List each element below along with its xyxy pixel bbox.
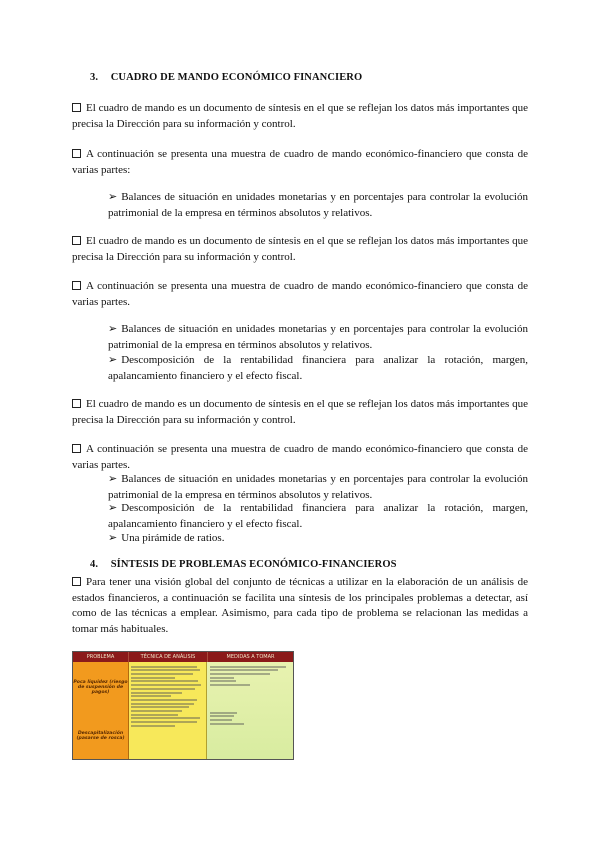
section-3-heading — [90, 72, 362, 83]
paragraph-6 — [72, 442, 528, 473]
list-item-balances-1 — [108, 190, 528, 221]
paragraph-4-text: A continuación se presenta una muestra de cuadro de mando económico-financiero que consta de varias partes. — [72, 280, 528, 308]
list-item-balances-3 — [108, 472, 528, 503]
arrow-bullet-icon: ➢ — [108, 532, 118, 544]
arrow-bullet-icon: ➢ — [108, 354, 118, 366]
list-item-text: Descomposición de la rentabilidad financiera para analizar la rotación, margen, apalancamiento financiero y el efecto fiscal. — [108, 354, 528, 382]
header-tecnica: TÉCNICA DE ANÁLISIS — [129, 652, 208, 662]
measures-column — [207, 662, 293, 759]
list-item-balances-2 — [108, 322, 528, 353]
paragraph-6-text: A continuación se presenta una muestra de cuadro de mando económico-financiero que consta de varias partes. — [72, 443, 528, 471]
arrow-bullet-icon: ➢ — [108, 502, 118, 514]
checkbox-bullet-icon — [72, 444, 81, 453]
problem-cell: Poca liquidez (riesgo de suspensión de pagos) — [73, 680, 128, 695]
checkbox-bullet-icon — [72, 236, 81, 245]
table-body — [73, 662, 293, 759]
paragraph-5 — [72, 397, 528, 428]
list-item-text: Una pirámide de ratios. — [121, 532, 225, 544]
checkbox-bullet-icon — [72, 149, 81, 158]
paragraph-4 — [72, 279, 528, 310]
paragraph-1 — [72, 101, 528, 132]
checkbox-bullet-icon — [72, 103, 81, 112]
list-item-text: Balances de situación en unidades monetarias y en porcentajes para controlar la evolución patrimonial de la empresa en términos absolutos y relativos. — [108, 191, 528, 219]
list-item-text: Descomposición de la rentabilidad financiera para analizar la rotación, margen, apalancamiento financiero y el efecto fiscal. — [108, 502, 528, 530]
arrow-bullet-icon: ➢ — [108, 473, 118, 485]
header-medidas: MEDIDAS A TOMAR — [226, 654, 275, 660]
list-item-text: Balances de situación en unidades monetarias y en porcentajes para controlar la evolución patrimonial de la empresa en términos absolutos y relativos. — [108, 323, 528, 351]
header-problema: PROBLEMA — [73, 652, 129, 662]
section-3-number: 3. — [90, 72, 99, 83]
problem-cell: Descapitalización (pasarse de rosca) — [76, 731, 125, 741]
list-item-piramide — [108, 531, 528, 547]
problem-column — [73, 662, 129, 759]
paragraph-1-text: El cuadro de mando es un documento de síntesis en el que se reflejan los datos más importantes que precisa la Dirección para su información y control. — [72, 102, 528, 130]
section-4-intro-text: Para tener una visión global del conjunto de técnicas a utilizar en la elaboración de un análisis de estados financieros, a continuación se facilita una síntesis de los principales problemas a detectar, así como de las técnicas a emplear. Asimismo, para cada tipo de problema se relacionan las medidas a tomar más habituales. — [72, 576, 528, 635]
list-item-text: Balances de situación en unidades monetarias y en porcentajes para controlar la evolución patrimonial de la empresa en términos absolutos y relativos. — [108, 473, 528, 501]
list-item-rentabilidad-1 — [108, 353, 528, 384]
synthesis-table-image — [72, 651, 294, 760]
arrow-bullet-icon: ➢ — [108, 323, 118, 335]
checkbox-bullet-icon — [72, 281, 81, 290]
paragraph-2-text: A continuación se presenta una muestra de cuadro de mando económico-financiero que consta de varias partes: — [72, 148, 528, 176]
checkbox-bullet-icon — [72, 577, 81, 586]
section-4-number: 4. — [90, 559, 99, 570]
paragraph-section-4-intro — [72, 575, 528, 637]
arrow-bullet-icon: ➢ — [108, 191, 118, 203]
section-3-title: CUADRO DE MANDO ECONÓMICO FINANCIERO — [110, 72, 363, 83]
list-item-rentabilidad-2 — [108, 501, 528, 532]
checkbox-bullet-icon — [72, 399, 81, 408]
section-4-title: SÍNTESIS DE PROBLEMAS ECONÓMICO-FINANCIEROS — [110, 559, 397, 570]
paragraph-5-text: El cuadro de mando es un documento de síntesis en el que se reflejan los datos más importantes que precisa la Dirección para su información y control. — [72, 398, 528, 426]
section-4-heading — [90, 559, 397, 570]
paragraph-2 — [72, 147, 528, 178]
table-header-row — [73, 652, 293, 662]
paragraph-3 — [72, 234, 528, 265]
technique-column — [129, 662, 207, 759]
paragraph-3-text: El cuadro de mando es un documento de síntesis en el que se reflejan los datos más importantes que precisa la Dirección para su información y control. — [72, 235, 528, 263]
